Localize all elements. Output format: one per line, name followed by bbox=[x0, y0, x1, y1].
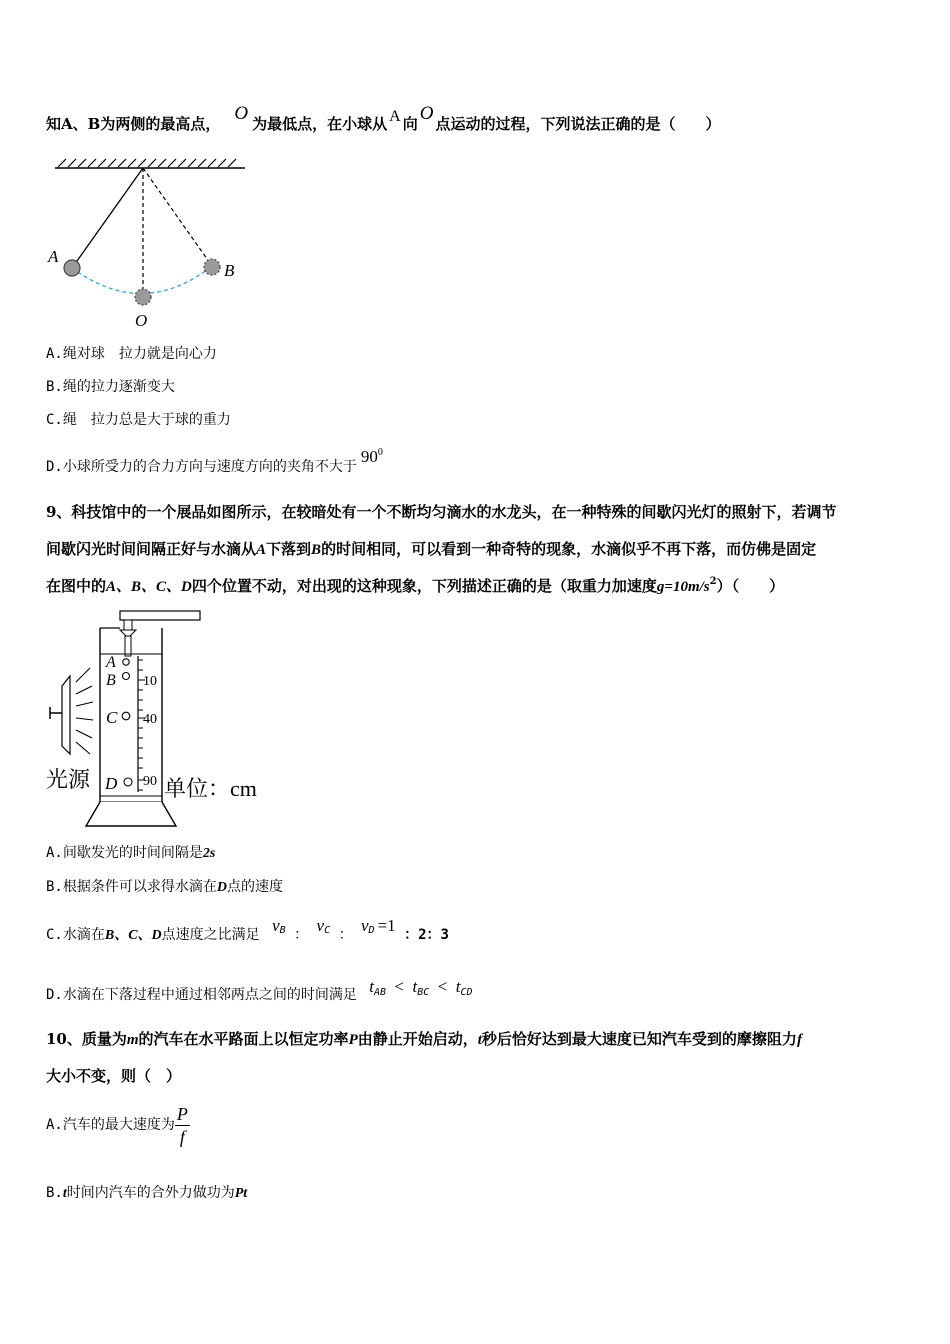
q8-stem-text: 知 bbox=[46, 115, 62, 133]
tap-stem bbox=[124, 620, 132, 630]
light-source-label: 光源 bbox=[46, 767, 91, 792]
dripping-tap-figure bbox=[40, 606, 290, 832]
q9-stem-a: A bbox=[256, 542, 267, 558]
q8-stem-a2: A bbox=[389, 108, 401, 125]
label-c: C bbox=[106, 708, 118, 727]
tap-handle bbox=[120, 611, 200, 620]
drop-d bbox=[124, 778, 132, 786]
q8-option-b-text: B.绳的拉力逐渐变大 bbox=[46, 379, 175, 395]
q10-stem-t: t bbox=[477, 1032, 482, 1048]
q9-stem-line1 bbox=[46, 502, 836, 522]
q8-stem-sep: 、 bbox=[72, 115, 88, 133]
drop-c bbox=[122, 712, 130, 720]
q10-option-a-fraction bbox=[175, 1103, 190, 1148]
label-o: O bbox=[135, 311, 148, 330]
q8-stem-text: 点运动的过程，下列说法正确的是（ ） bbox=[435, 115, 721, 133]
q9-option-c-v: v bbox=[316, 916, 325, 935]
q9-stem-line3 bbox=[46, 576, 784, 599]
q9-option-d-text: D.水滴在下落过程中通过相邻两点之间的时间满足 bbox=[46, 987, 357, 1003]
unit-label: 单位：cm bbox=[164, 776, 257, 801]
q8-option-d-sup: 0 bbox=[377, 447, 383, 458]
q9-stem-text: 的时间相同，可以看到一种奇特的现象，水滴似乎不再下落，而仿佛是固定 bbox=[321, 540, 817, 558]
tap-pipe bbox=[125, 636, 131, 656]
q9-stem-g: g=10m/s bbox=[656, 579, 710, 595]
q10-option-a-text: A.汽车的最大速度为 bbox=[46, 1117, 175, 1133]
q9-option-c-text: C.水滴在 bbox=[46, 927, 105, 943]
ceiling-hatch bbox=[58, 159, 236, 167]
q8-option-d-text: D.小球所受力的合力方向与速度方向的夹角不大于 bbox=[46, 459, 357, 475]
q10-option-b-t: t bbox=[62, 1186, 67, 1201]
ball-b bbox=[204, 259, 220, 275]
q9-option-c-v: v bbox=[361, 916, 369, 935]
tick-40: 40 bbox=[143, 712, 157, 727]
q9-option-b-text: 点的速度 bbox=[226, 879, 283, 895]
q10-stem-line2 bbox=[46, 1066, 181, 1086]
q10-option-b-pt: Pt bbox=[234, 1186, 248, 1201]
q9-option-b-d: D bbox=[216, 880, 227, 895]
q9-option-d-t: t bbox=[412, 977, 418, 996]
drop-a bbox=[123, 659, 129, 665]
q8-stem-text: 向 bbox=[402, 115, 418, 133]
q8-stem-b: B bbox=[87, 115, 101, 133]
q9-option-c-v: v bbox=[272, 916, 280, 935]
q9-option-d-lt: < bbox=[437, 977, 448, 996]
q10-stem-line1 bbox=[46, 1029, 802, 1050]
q9-option-a-value: 2s bbox=[202, 846, 216, 861]
q8-stem-text: 为两侧的最高点， bbox=[100, 115, 221, 133]
q8-option-d bbox=[46, 447, 383, 479]
q8-stem-o2: O bbox=[419, 103, 434, 124]
q9-option-c-sub-c: C bbox=[324, 925, 331, 936]
q9-option-d-sub-ab: AB bbox=[374, 987, 387, 998]
label-b: B bbox=[106, 672, 116, 689]
q8-option-a bbox=[46, 344, 217, 364]
q9-option-d-sub-cd: CD bbox=[460, 987, 473, 998]
lamp-body bbox=[62, 676, 70, 754]
q10-stem-text: 由静止开始启动， bbox=[357, 1030, 478, 1048]
q9-option-b-text: B.根据条件可以求得水滴在 bbox=[46, 879, 217, 895]
tap-nozzle bbox=[120, 630, 136, 636]
q8-stem-a: A bbox=[61, 115, 73, 133]
q9-stem-line2 bbox=[46, 539, 816, 560]
q8-stem-o: O bbox=[234, 103, 249, 124]
q9-option-b bbox=[46, 877, 283, 898]
q8-option-a-text: A.绳对球 拉力就是向心力 bbox=[46, 346, 217, 362]
ball-o bbox=[135, 289, 151, 305]
q9-option-c-tail: ：2：3 bbox=[404, 927, 449, 943]
q9-option-d-sub-bc: BC bbox=[417, 987, 430, 998]
q10-option-b-text: B. bbox=[46, 1185, 63, 1201]
q9-stem-abcd: A、B、C、D bbox=[106, 579, 192, 595]
q9-stem-text: 下落到 bbox=[266, 540, 312, 558]
ball-a bbox=[64, 260, 80, 276]
label-a: A bbox=[106, 654, 116, 671]
q9-stem-text: 间歇闪光时间间隔正好与水滴从 bbox=[46, 540, 257, 558]
label-a: A bbox=[48, 247, 59, 266]
q9-stem-g-sup: 2 bbox=[709, 576, 717, 587]
q9-option-c bbox=[46, 916, 449, 947]
q10-stem-text: 10、质量为 bbox=[46, 1030, 127, 1048]
q9-option-d-lt: < bbox=[394, 977, 405, 996]
tick-10: 10 bbox=[143, 674, 157, 689]
q9-option-c-sub-d: D bbox=[368, 925, 375, 936]
light-rays bbox=[76, 668, 93, 754]
q10-option-a-den: f bbox=[179, 1126, 185, 1147]
q9-stem-text: 四个位置不动，对出现的这种现象，下列描述正确的是（取重力加速度 bbox=[191, 577, 657, 595]
q10-stem-text: 的汽车在水平路面上以恒定功率 bbox=[138, 1030, 349, 1048]
cylinder-stand bbox=[86, 802, 176, 826]
q10-stem-f: f bbox=[796, 1032, 802, 1048]
q9-option-c-eq: =1 bbox=[377, 916, 396, 935]
q9-stem-text: ）（ ） bbox=[716, 577, 785, 595]
string-b bbox=[143, 168, 212, 266]
q10-option-a-num: P bbox=[176, 1103, 188, 1124]
q10-stem-text: 秒后恰好达到最大速度已知汽车受到的摩擦阻力 bbox=[481, 1030, 797, 1048]
q10-stem-m: m bbox=[126, 1032, 139, 1048]
q8-stem bbox=[46, 103, 721, 135]
q10-option-a bbox=[46, 1101, 190, 1149]
q10-stem-line2-text: 大小不变，则（ ） bbox=[46, 1067, 182, 1085]
q9-option-c-letters: B、C、D bbox=[104, 928, 162, 943]
label-b: B bbox=[224, 261, 235, 280]
q8-option-b bbox=[46, 377, 175, 397]
q10-stem-p: P bbox=[348, 1032, 358, 1048]
q8-stem-text: 为最低点，在小球从 bbox=[252, 115, 388, 133]
q9-option-d bbox=[46, 977, 473, 1007]
q9-stem-text: 在图中的 bbox=[46, 577, 107, 595]
q8-option-c bbox=[46, 410, 231, 430]
pendulum-figure bbox=[40, 152, 260, 332]
q9-option-d-t: t bbox=[455, 977, 461, 996]
q9-option-c-text: 点速度之比满足 bbox=[161, 927, 260, 943]
q9-option-a bbox=[46, 843, 215, 864]
q9-option-c-colon: ： bbox=[338, 927, 353, 943]
q9-option-a-text: A.间歇发光的时间间隔是 bbox=[46, 845, 203, 861]
q9-stem-line1-text: 9、科技馆中的一个展品如图所示，在较暗处有一个不断均匀滴水的水龙头，在一种特殊的间歇闪光灯的照射下，若调节 bbox=[46, 503, 837, 521]
q10-option-b-text: 时间内汽车的合外力做功为 bbox=[66, 1185, 235, 1201]
q9-option-c-sub-b: B bbox=[279, 925, 286, 936]
q8-option-c-text: C.绳 拉力总是大于球的重力 bbox=[46, 412, 231, 428]
q9-option-c-colon: ： bbox=[294, 927, 309, 943]
label-d: D bbox=[105, 774, 118, 793]
q9-option-d-t: t bbox=[369, 977, 375, 996]
q9-stem-b: B bbox=[311, 542, 322, 558]
drop-b bbox=[123, 673, 130, 680]
q10-option-b bbox=[46, 1183, 247, 1204]
q8-option-d-value: 90 bbox=[360, 447, 378, 466]
tick-90: 90 bbox=[143, 774, 157, 789]
string-a bbox=[72, 168, 143, 268]
